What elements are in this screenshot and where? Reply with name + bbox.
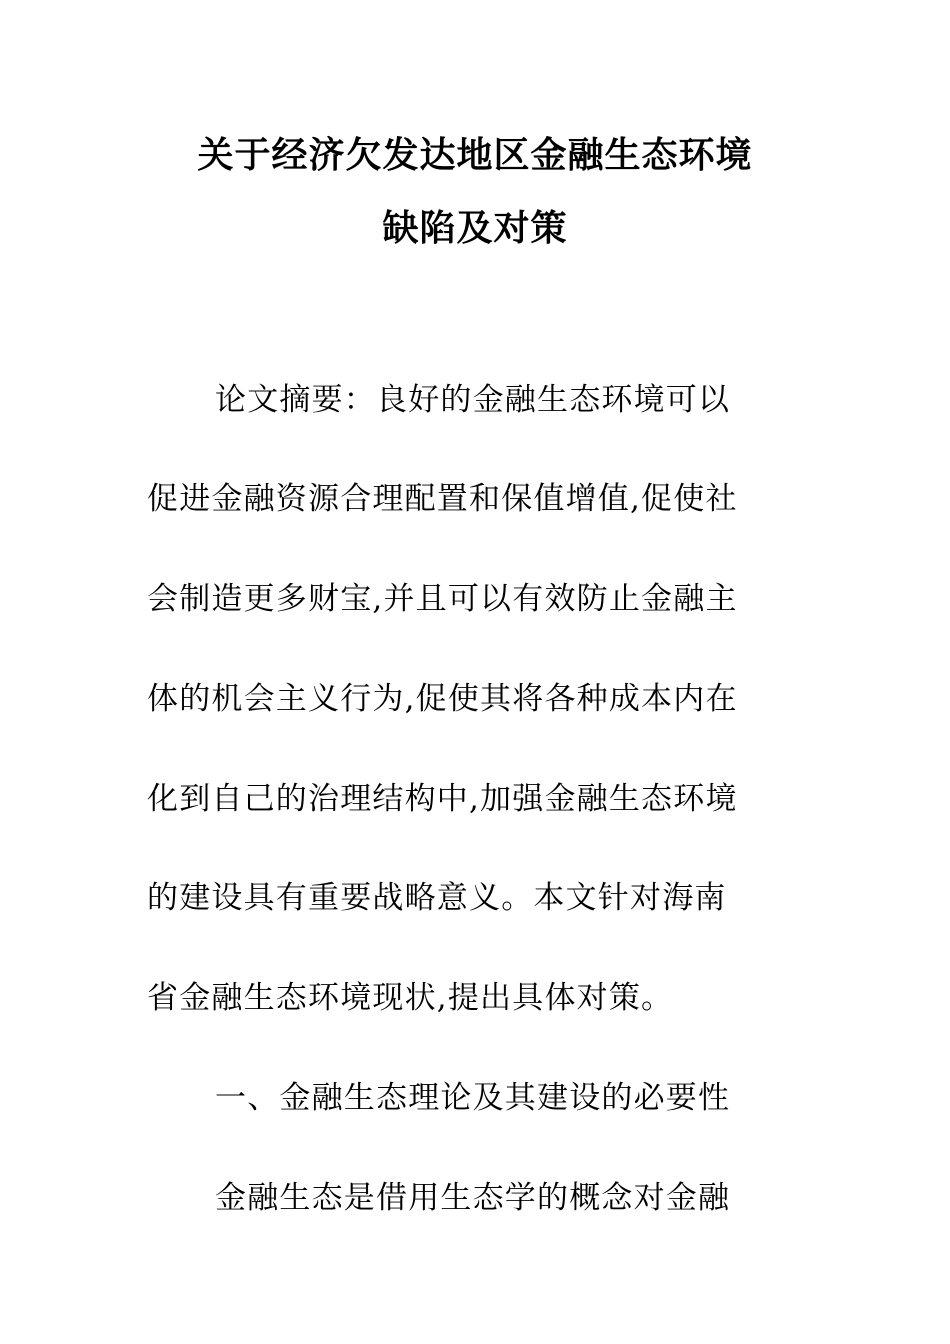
document-title-line-2: 缺陷及对策 [382,208,568,249]
abstract-line: 体的机会主义行为,促使其将各种成本内在 [147,681,738,717]
document-title-line-1: 关于经济欠发达地区金融生态环境 [197,135,753,176]
body-paragraph-line: 金融生态是借用生态学的概念对金融 [215,1180,731,1216]
abstract-line: 论文摘要：良好的金融生态环境可以 [215,382,731,418]
abstract-line: 的建设具有重要战略意义。本文针对海南 [147,880,727,916]
abstract-line: 省金融生态环境现状,提出具体对策。 [147,980,674,1016]
section-heading: 一、金融生态理论及其建设的必要性 [215,1080,731,1116]
abstract-line: 促进金融资源合理配置和保值增值,促使社 [147,481,738,517]
abstract-line: 化到自己的治理结构中,加强金融生态环境 [147,781,738,817]
abstract-line: 会制造更多财宝,并且可以有效防止金融主 [147,581,738,617]
